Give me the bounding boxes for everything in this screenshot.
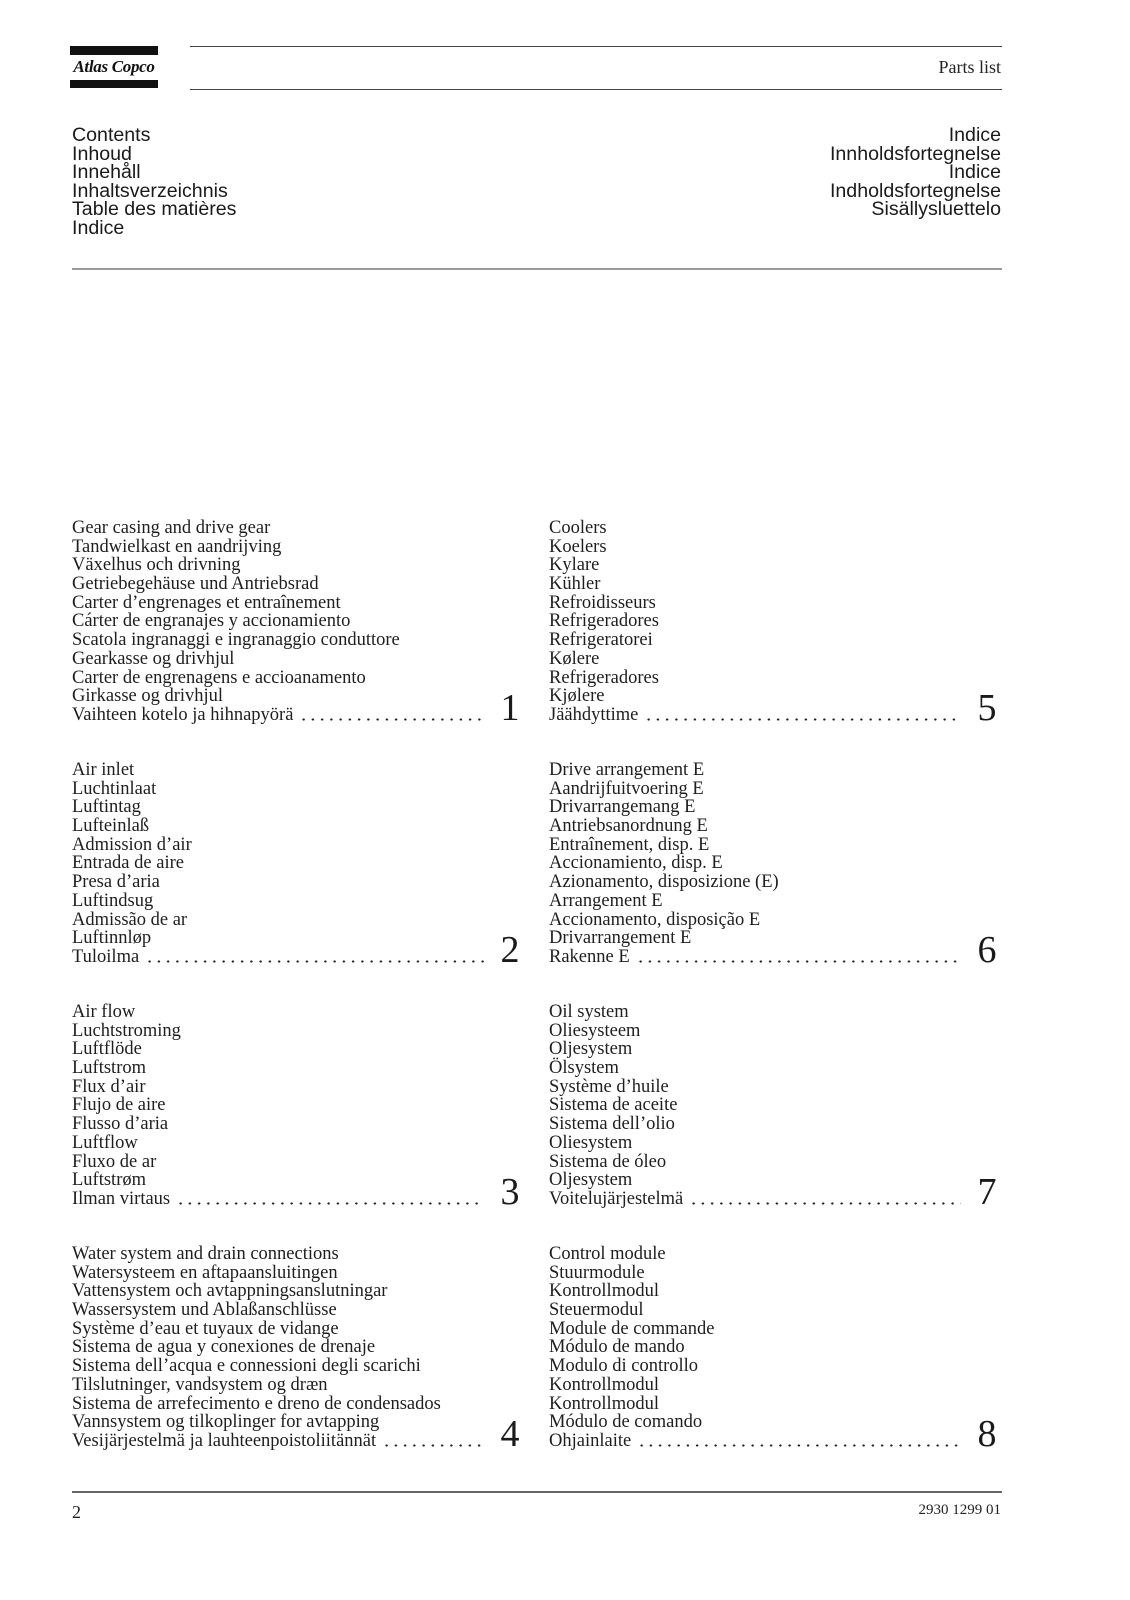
- entry-text: Refroidisseurs: [549, 592, 656, 613]
- entry-text: Entraînement, disp. E: [549, 834, 710, 855]
- section-entry-line: [549, 1022, 1005, 1041]
- entry-text: Tuloilma: [72, 946, 140, 967]
- dot-leader: [176, 1202, 484, 1205]
- section-entry-line: [72, 929, 528, 948]
- section-entry-line: [549, 892, 1005, 911]
- section-entry-line: [549, 911, 1005, 930]
- entry-text: Oliesysteem: [549, 1020, 641, 1041]
- section-entry-line: [549, 873, 1005, 892]
- entry-text: Sistema dell’acqua e connessioni degli scarichi: [72, 1356, 421, 1377]
- section-entry-line: [72, 594, 528, 613]
- section-entry-line: [72, 761, 528, 780]
- section-entry-line: [72, 538, 528, 557]
- entry-text: Lufteinlaß: [72, 816, 150, 837]
- entry-text: Entrada de aire: [72, 853, 184, 874]
- section-entry-line: [72, 1320, 528, 1339]
- entry-text: Flujo de aire: [72, 1095, 166, 1116]
- entry-text: Arrangement E: [549, 890, 663, 911]
- section-entry-line: [72, 1301, 528, 1320]
- section-entry-line: [72, 836, 528, 855]
- entry-text: Système d’eau et tuyaux de vidange: [72, 1318, 339, 1339]
- entry-text: Luftintag: [72, 797, 141, 818]
- logo-bar-top: [70, 46, 158, 55]
- entry-text: Luftinnløp: [72, 928, 152, 949]
- section-entry-line: [549, 1376, 1005, 1395]
- contents-title: Contents: [72, 124, 151, 146]
- entry-text: Girkasse og drivhjul: [72, 686, 224, 707]
- section-entry-line: [549, 687, 1005, 706]
- section-entry-line: [549, 1115, 1005, 1134]
- section-entry-line: [549, 650, 1005, 669]
- contents-title: Indice: [948, 161, 1001, 184]
- section-entry-line: [549, 761, 1005, 780]
- entry-text: Admission d’air: [72, 834, 192, 855]
- entry-text: Antriebsanordnung E: [549, 816, 708, 837]
- entry-text: Växelhus och drivning: [72, 555, 241, 576]
- entry-text: Oljesystem: [549, 1039, 633, 1060]
- entry-text: Scatola ingranaggi e ingranaggio conduttore: [72, 630, 400, 651]
- section-entry-line: [72, 575, 528, 594]
- dot-leader: [636, 960, 961, 963]
- contents-title: Inhaltsverzeichnis: [72, 179, 228, 202]
- section-entry-line: [549, 556, 1005, 575]
- section-6: [549, 760, 1005, 971]
- contents-titles-left: [72, 126, 236, 238]
- section-entry-line: [549, 1078, 1005, 1097]
- entry-text: Rakenne E: [549, 946, 630, 967]
- entry-text: Stuurmodule: [549, 1262, 645, 1283]
- section-entry-line: [72, 1395, 528, 1414]
- entry-text: Ilman virtaus: [72, 1188, 171, 1209]
- section-entry-line: [549, 929, 1005, 948]
- dot-leader: [382, 1444, 484, 1447]
- section-entry-line: [72, 1264, 528, 1283]
- entry-text: Cárter de engranajes y accionamiento: [72, 611, 351, 632]
- section-entry-line: [72, 669, 528, 688]
- entry-text: Refrigeradores: [549, 667, 659, 688]
- section-entry-line: [549, 1395, 1005, 1414]
- entry-text: Carter de engrenagens e accioanamento: [72, 667, 366, 688]
- section-entry-line: [72, 798, 528, 817]
- entry-text: Kylare: [549, 555, 600, 576]
- entry-text: Presa d’aria: [72, 872, 160, 893]
- section-entry-line: [72, 519, 528, 538]
- entry-text: Drivarrangement E: [549, 928, 692, 949]
- section-entry-line: [72, 556, 528, 575]
- entry-text: Oliesystem: [549, 1132, 633, 1153]
- entry-text: Sistema dell’olio: [549, 1114, 675, 1135]
- header-rule-bottom: [190, 89, 1002, 90]
- entry-text: Tilslutninger, vandsystem og dræn: [72, 1374, 328, 1395]
- dot-leader: [299, 718, 484, 721]
- entry-text: Módulo de comando: [549, 1412, 703, 1433]
- entry-text: Watersysteem en aftapaansluitingen: [72, 1262, 338, 1283]
- section-entry-line: [72, 1282, 528, 1301]
- section-entry-line: [72, 1040, 528, 1059]
- section-entry-last-line: Vesijärjestelmä ja lauhteenpoistoliitännät 4: [72, 1412, 520, 1455]
- entry-text: Système d’huile: [549, 1076, 669, 1097]
- entry-text: Kølere: [549, 648, 600, 669]
- section-entry-line: [549, 1171, 1005, 1190]
- entry-text: Drive arrangement E: [549, 760, 705, 780]
- section-entry-line: [72, 687, 528, 706]
- section-entry-line: [549, 594, 1005, 613]
- entry-text: Carter d’engrenages et entraînement: [72, 592, 341, 613]
- section-entry-last-line: Jäähdyttime 5: [549, 686, 997, 729]
- entry-text: Modulo di controllo: [549, 1356, 699, 1377]
- entry-text: Ohjainlaite: [549, 1430, 632, 1451]
- entry-text: Flusso d’aria: [72, 1114, 169, 1135]
- section-entry-line: [72, 1171, 528, 1190]
- section-entry-line: [549, 1153, 1005, 1172]
- section-entry-line: [72, 1003, 528, 1022]
- section-entry-line: [549, 1245, 1005, 1264]
- entry-text: Luchtinlaat: [72, 778, 157, 799]
- entry-text: Wassersystem und Ablaßanschlüsse: [72, 1300, 337, 1321]
- entry-text: Gear casing and drive gear: [72, 518, 271, 538]
- page-number: 2: [72, 1502, 81, 1522]
- contents-title: Inhoud: [72, 142, 132, 165]
- section-entry-line: [72, 817, 528, 836]
- section-entry-line: [72, 873, 528, 892]
- entry-text: Vaihteen kotelo ja hihnapyörä: [72, 704, 294, 725]
- entry-text: Kontrollmodul: [549, 1281, 659, 1302]
- entry-text: Voitelujärjestelmä: [549, 1188, 684, 1209]
- entry-text: Azionamento, disposizione (E): [549, 872, 779, 893]
- section-entry-line: [72, 1078, 528, 1097]
- dot-leader: [637, 1444, 961, 1447]
- entry-text: Koelers: [549, 536, 607, 557]
- logo-bar-bottom: [70, 80, 158, 88]
- section-entry-line: [549, 575, 1005, 594]
- entry-text: Kühler: [549, 574, 601, 595]
- entry-text: Luftstrøm: [72, 1170, 146, 1191]
- entry-text: Sistema de aceite: [549, 1095, 678, 1116]
- entry-text: Luftindsug: [72, 890, 154, 911]
- section-entry-line: [72, 1022, 528, 1041]
- section-8: [549, 1244, 1005, 1455]
- section-entry-line: [549, 854, 1005, 873]
- contents-divider: [72, 268, 1002, 270]
- section-entry-line: [72, 650, 528, 669]
- section-entry-line: [72, 911, 528, 930]
- entry-text: Drivarrangemang E: [549, 797, 696, 818]
- entry-text: Jäähdyttime: [549, 704, 639, 725]
- section-entry-line: [549, 817, 1005, 836]
- section-entry-line: [72, 892, 528, 911]
- section-entry-last-line: Ohjainlaite 8: [549, 1412, 997, 1455]
- contents-title: Innehåll: [72, 161, 141, 184]
- section-entry-line: [72, 1245, 528, 1264]
- section-entry-line: [549, 1338, 1005, 1357]
- entry-text: Kjølere: [549, 686, 605, 707]
- entry-text: Flux d’air: [72, 1076, 146, 1097]
- section-entry-line: [549, 1003, 1005, 1022]
- entry-text: Luftflow: [72, 1132, 138, 1153]
- section-entry-line: [549, 1320, 1005, 1339]
- contents-title: Indice: [948, 124, 1001, 146]
- entry-text: Getriebegehäuse und Antriebsrad: [72, 574, 319, 595]
- entry-text: Ölsystem: [549, 1058, 619, 1079]
- document-number: 2930 1299 01: [918, 1502, 1001, 1518]
- entry-text: Sistema de óleo: [549, 1151, 667, 1172]
- section-entry-line: [549, 836, 1005, 855]
- section-entry-line: [72, 1413, 528, 1432]
- entry-text: Gearkasse og drivhjul: [72, 648, 235, 669]
- section-7: [549, 1002, 1005, 1213]
- entry-text: Module de commande: [549, 1318, 715, 1339]
- entry-text: Steuermodul: [549, 1300, 644, 1321]
- entry-text: Tandwielkast en aandrijving: [72, 536, 282, 557]
- section-entry-line: [72, 1134, 528, 1153]
- entry-text: Admissão de ar: [72, 909, 188, 930]
- dot-leader: [689, 1202, 961, 1205]
- section-entry-line: [549, 798, 1005, 817]
- entry-text: Accionamento, disposição E: [549, 909, 761, 930]
- contents-title: Sisällysluettelo: [871, 198, 1001, 221]
- section-entry-line: [72, 1376, 528, 1395]
- contents-title: Innholdsfortegnelse: [829, 142, 1001, 165]
- section-entry-line: [549, 1134, 1005, 1153]
- entry-text: Sistema de arrefecimento e dreno de condensados: [72, 1393, 441, 1414]
- entry-text: Air flow: [72, 1002, 136, 1022]
- section-entry-last-line: Rakenne E 6: [549, 928, 997, 971]
- entry-text: Sistema de agua y conexiones de drenaje: [72, 1337, 376, 1358]
- contents-title: Indice: [72, 216, 125, 239]
- section-entry-line: [549, 519, 1005, 538]
- entry-text: Refrigeratorei: [549, 630, 653, 651]
- dot-leader: [145, 960, 484, 963]
- section-entry-line: [549, 1357, 1005, 1376]
- logo-text: Atlas Copco: [73, 57, 155, 76]
- entry-text: Kontrollmodul: [549, 1393, 659, 1414]
- section-entry-line: [72, 612, 528, 631]
- section-entry-line: [72, 1338, 528, 1357]
- entry-text: Accionamiento, disp. E: [549, 853, 723, 874]
- entry-text: Luchtstroming: [72, 1020, 181, 1041]
- header-rule-top: [190, 46, 1002, 47]
- section-3: [72, 1002, 528, 1213]
- section-entry-line: [549, 669, 1005, 688]
- document-type: Parts list: [938, 57, 1001, 77]
- contents-titles-right: [830, 126, 1001, 219]
- entry-text: Luftflöde: [72, 1039, 142, 1060]
- contents-title: Table des matières: [72, 198, 237, 221]
- entry-text: Módulo de mando: [549, 1337, 685, 1358]
- section-entry-line: [72, 1115, 528, 1134]
- section-entry-line: [549, 1059, 1005, 1078]
- entry-text: Luftstrom: [72, 1058, 146, 1079]
- section-entry-last-line: Vaihteen kotelo ja hihnapyörä 1: [72, 686, 520, 729]
- section-entry-line: [72, 780, 528, 799]
- entry-text: Vesijärjestelmä ja lauhteenpoistoliitännät: [72, 1430, 377, 1451]
- entry-text: Aandrijfuitvoering E: [549, 778, 704, 799]
- section-entry-line: [549, 1264, 1005, 1283]
- entry-text: Water system and drain connections: [72, 1244, 339, 1264]
- section-entry-last-line: Voitelujärjestelmä 7: [549, 1170, 997, 1213]
- section-entry-line: [549, 1282, 1005, 1301]
- atlas-copco-logo: [70, 46, 158, 88]
- section-entry-line: [549, 1040, 1005, 1059]
- contents-title: Indholdsfortegnelse: [829, 179, 1001, 202]
- section-entry-line: [549, 631, 1005, 650]
- footer-rule: [72, 1491, 1002, 1493]
- section-entry-last-line: Ilman virtaus 3: [72, 1170, 520, 1213]
- section-entry-line: [72, 1153, 528, 1172]
- section-1: [72, 518, 528, 729]
- entry-text: Refrigeradores: [549, 611, 659, 632]
- section-entry-line: [549, 612, 1005, 631]
- section-entry-line: [72, 1059, 528, 1078]
- entry-text: Vattensystem och avtappningsanslutningar: [72, 1281, 388, 1302]
- section-entry-line: [72, 1096, 528, 1115]
- section-5: [549, 518, 1005, 729]
- section-entry-line: [549, 1413, 1005, 1432]
- entry-text: Air inlet: [72, 760, 135, 780]
- entry-text: Fluxo de ar: [72, 1151, 157, 1172]
- section-entry-line: [549, 538, 1005, 557]
- entry-text: Oljesystem: [549, 1170, 633, 1191]
- dot-leader: [644, 718, 961, 721]
- section-entry-line: [72, 1357, 528, 1376]
- section-entry-last-line: Tuloilma 2: [72, 928, 520, 971]
- section-entry-line: [549, 780, 1005, 799]
- entry-text: Control module: [549, 1244, 666, 1264]
- entry-text: Oil system: [549, 1002, 629, 1022]
- section-entry-line: [549, 1301, 1005, 1320]
- entry-text: Kontrollmodul: [549, 1374, 659, 1395]
- section-entry-line: [72, 854, 528, 873]
- section-4: [72, 1244, 528, 1455]
- section-entry-line: [549, 1096, 1005, 1115]
- section-entry-line: [72, 631, 528, 650]
- entry-text: Coolers: [549, 518, 607, 538]
- section-2: [72, 760, 528, 971]
- entry-text: Vannsystem og tilkoplinger for avtapping: [72, 1412, 380, 1433]
